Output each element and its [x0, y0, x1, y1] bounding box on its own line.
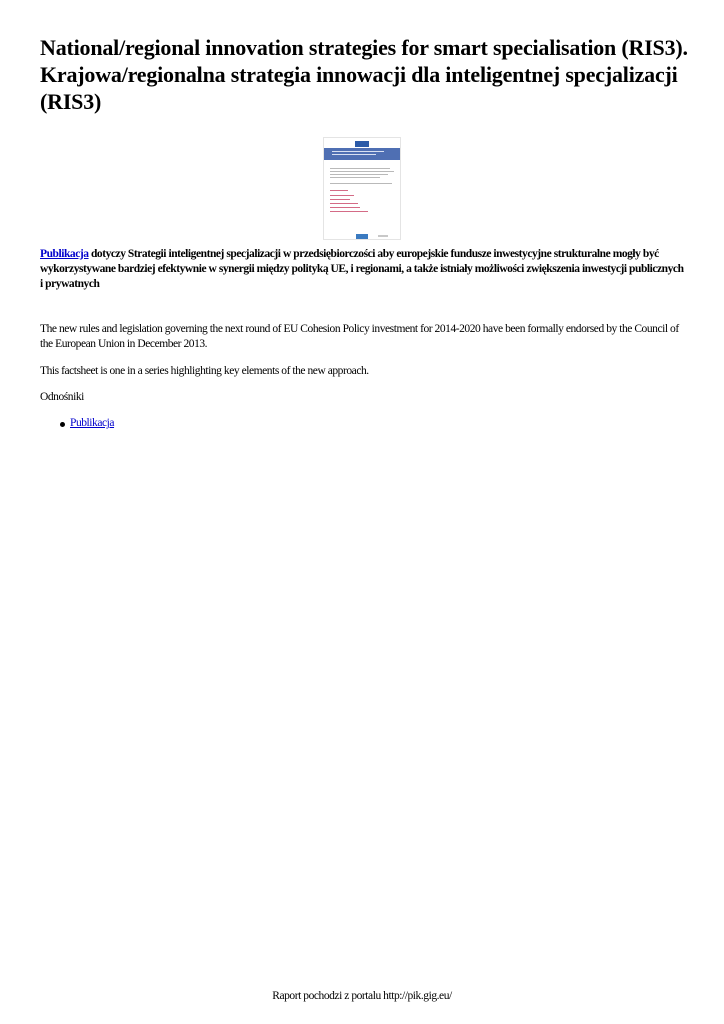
references-list	[40, 416, 114, 431]
eu-flag-icon	[355, 141, 369, 147]
body-paragraph-2: This factsheet is one in a series highlighting key elements of the new approach.	[40, 365, 369, 377]
bullet-icon	[60, 422, 65, 427]
list-item	[40, 416, 114, 431]
reference-link-publikacja[interactable]: Publikacja	[70, 417, 115, 429]
publication-summary	[40, 247, 684, 292]
page-title: National/regional innovation strategies for smart specialisation (RIS3). Krajowa/regionalna strategia innowacji dla inteligentnej specjalizacji (RIS3)	[40, 35, 688, 114]
summary-text: dotyczy Strategii inteligentnej specjalizacji w przedsiębiorczości aby europejskie fundusze inwestycyjne strukturalne mogły być wykorzystywane bardziej efektywnie w synergii między polityką UE, i regionami, a także istniały możliwości zwiększenia inwestycji publicznych i prywatnych	[40, 248, 684, 290]
page-footer: Raport pochodzi z portalu http://pik.gig.eu/	[272, 990, 452, 1002]
publication-link[interactable]: Publikacja	[40, 248, 89, 260]
body-paragraph-1: The new rules and legislation governing the next round of EU Cohesion Policy investment for 2014-2020 have been formally endorsed by the Council of the European Union in December 2013.	[40, 323, 679, 350]
cover-title-band	[324, 148, 400, 160]
publication-cover-image	[323, 137, 401, 240]
eu-logo-icon	[356, 234, 368, 239]
references-heading: Odnośniki	[40, 391, 84, 403]
